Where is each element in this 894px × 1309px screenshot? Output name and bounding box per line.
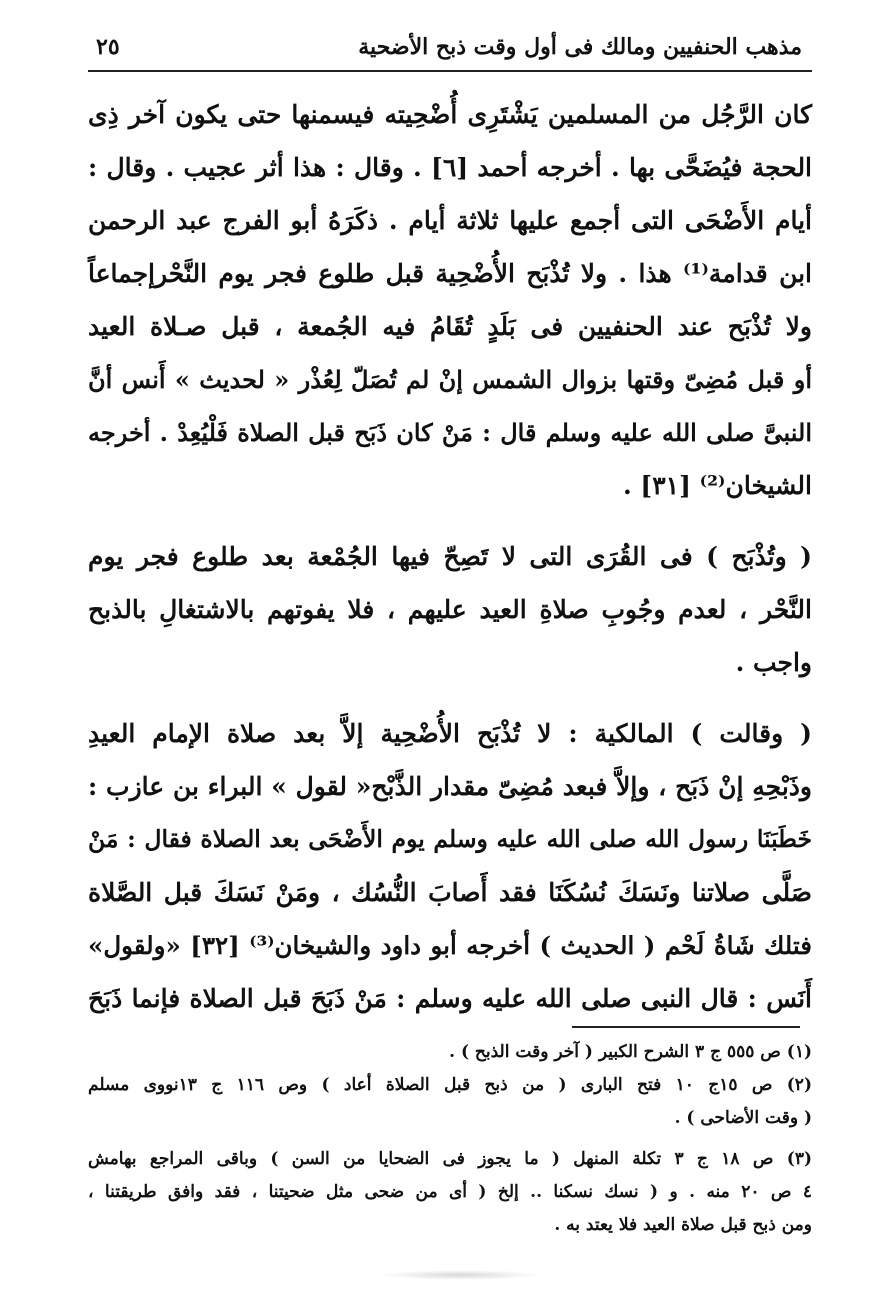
text-line: ولا تُذْبَح عند الحنفيين فى بَلَدٍ تُقَامُ فيه الجُمعة ، قبل صـلاة العيد (88, 312, 812, 341)
footnotes (88, 1036, 812, 1242)
footnote-2 (88, 1069, 812, 1135)
text-line: أَنَس : قال النبى صلى الله عليه وسلم : مَنْ ذَبَحَ قبل الصلاة فإنما ذَبَحَ (88, 984, 812, 1013)
footnote-rule (572, 1026, 800, 1028)
paragraph-2 (88, 530, 812, 689)
text-line: خَطَبَنَا رسول الله صلى الله عليه وسلم يوم الأَضْحَى بعد الصلاة فقال : مَنْ (88, 825, 812, 853)
text-line: ( وقالت ) المالكية : لا تُذْبَح الأُضْحِية إلاَّ بعد صلاة الإمام العيدِ (88, 719, 812, 748)
footnote-line: ومن ذبح قبل صلاة العيد فلا يعتد به . (554, 1215, 812, 1235)
text-line: ابن قدامة⁽¹⁾ هذا . ولا تُذْبَح الأُضْحِية قبل طلوع فجر يوم النَّحْرإجماعاً (88, 259, 813, 288)
text-line: فتلك شَاةُ لَحْم ( الحديث ) أخرجه أبو داود والشيخان⁽³⁾ [٣٢] «ولقول» (88, 931, 812, 960)
text-line: أو قبل مُضِىّ وقتها بزوال الشمس إنْ لم تُصَلّ لِعُذْر « لحديث » أَنس أنَّ (88, 365, 812, 394)
footnote-line: ( وقت الأضاحى ) . (674, 1108, 812, 1128)
text-line: وذَبْحِهِ إنْ ذَبَح ، وإلاَّ فبعد مُضِىّ مقدار الذَّبْح« لقول » البراء بن عازب : (88, 772, 812, 801)
footnote-line: (٢) ص ١٥ج ١٠ فتح البارى ( من ذبح قبل الصلاة أعاد ) وص ١١٦ ج ١٣نووى مسلم (88, 1075, 812, 1095)
text-line: أيام الأَضْحَى التى أجمع عليها ثلاثة أيام . ذكَرَهُ أبو الفرج عبد الرحمن (88, 206, 812, 235)
text-line: النَّحْر ، لعدم وجُوبِ صلاةِ العيد عليهم ، فلا يفوتهم بالاشتغالِ بالذبح (88, 595, 812, 624)
footnote-line: (٣) ص ١٨ ج ٣ تكلة المنهل ( ما يجوز فى الضحايا من السن ) وباقى المراجع بهامش (88, 1149, 812, 1169)
paragraph-3 (88, 707, 812, 1025)
text-line: الحجة فيُضَحَّى بها . أخرجه أحمد [٦] . وقال : هذا أثر عجيب . وقال : (88, 153, 813, 182)
paragraph-1 (88, 88, 812, 512)
main-text (88, 88, 812, 1043)
page-number: ٢٥ (96, 34, 120, 60)
footnote-line: (١) ص ٥٥٥ ج ٣ الشرح الكبير ( آخر وقت الذبح ) . (449, 1042, 812, 1062)
text-line: واجب . (735, 648, 812, 677)
footnote-line: ٤ ص ٢٠ منه . و ( نسك نسكنا .. إلخ ( أى من ضحى مثل ضحيتنا ، فقد وافق طريقتنا ، (88, 1182, 813, 1202)
scan-smudge (380, 1270, 540, 1280)
text-line: صَلَّى صلاتنا ونَسَكَ نُسُكَنَا فقد أَصابَ النُّسُك ، ومَنْ نَسَكَ قبل الصَّلاة (88, 878, 812, 907)
header-rule (88, 70, 812, 72)
text-line: ( وتُذْبَح ) فى القُرَى التى لا تَصِحّ فيها الجُمْعة بعد طلوع فجر يوم (88, 542, 812, 571)
footnote-1 (88, 1036, 812, 1069)
header-title: مذهب الحنفيين ومالك فى أول وقت ذبح الأضحية (358, 34, 802, 60)
text-line: النبىَّ صلى الله عليه وسلم قال : مَنْ كان ذَبَح قبل الصلاة فَلْيُعِدْ . أخرجه (88, 418, 812, 447)
footnote-spacer (88, 1135, 812, 1143)
text-line: الشيخان⁽²⁾ [٣١] . (622, 471, 812, 500)
footnote-3 (88, 1143, 812, 1242)
text-line: كان الرَّجُل من المسلمين يَشْتَرِى أُضْحِيته فيسمنها حتى يكون آخر ذِى (88, 100, 812, 129)
running-header (90, 30, 810, 74)
